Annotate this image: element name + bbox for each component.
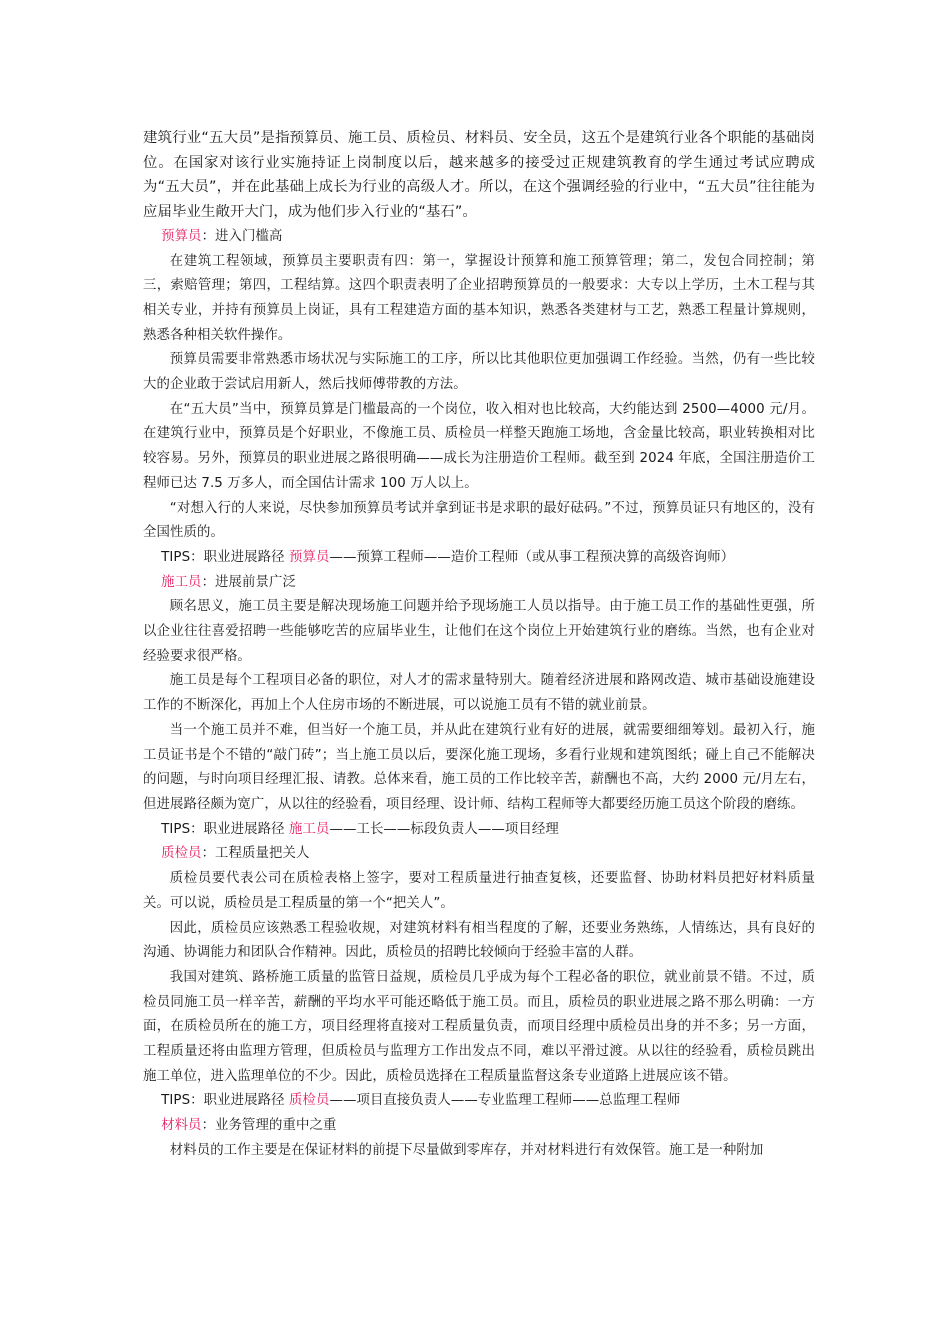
paragraph-constructor-3: 当一个施工员并不难，但当好一个施工员，并从此在建筑行业有好的进展，就需要细细筹划。最初入行，施工员证书是个不错的“敲门砖”；当上施工员以后，要深化施工现场，多看行业规和建筑图纸；碰上自己不能解决的问题，与时向项目经理汇报、请教。总体来看，施工员的工作比较辛苦，薪酬也不高，大约 2000 元/月左右，但进展路径颇为宽广，从以往的经验看，项目经理、设计师、结构工程师等大都要经历施工员这个阶段的磨练。 (143, 722, 815, 812)
tips-path-budgeter: ——预算工程师——造价工程师（或从事工程预决算的高级咨询师） (329, 549, 735, 565)
tips-prefix: TIPS：职业进展路径 (161, 821, 285, 837)
document-body (143, 126, 815, 1164)
role-name-inspector: 质检员 (161, 846, 202, 862)
paragraph-inspector-2: 因此，质检员应该熟悉工程验收规，对建筑材料有相当程度的了解，还要业务熟练，人情练达，具有良好的沟通、协调能力和团队合作精神。因此，质检员的招聘比较倾向于经验丰富的人群。 (143, 920, 815, 961)
tips-role-budgeter: 预算员 (288, 549, 330, 565)
section-heading-constructor (143, 571, 815, 596)
paragraph-inspector-3: 我国对建筑、路桥施工质量的监管日益规，质检员几乎成为每个工程必备的职位，就业前景不错。不过，质检员同施工员一样辛苦，薪酬的平均水平可能还略低于施工员。而且，质检员的职业进展之路不那么明确：一方面，在质检员所在的施工方，项目经理将直接对工程质量负责，而项目经理中质检员出身的并不多；另一方面，工程质量还将由监理方管理，但质检员与监理方工作出发点不同，难以平滑过渡。从以往的经验看，质检员跳出施工单位，进入监理单位的不少。因此，质检员选择在工程质量监督这条专业道路上进展应该不错。 (143, 969, 815, 1084)
paragraph-budgeter-2: 预算员需要非常熟悉市场状况与实际施工的工序，所以比其他职位更加强调工作经验。当然，仍有一些比较大的企业敢于尝试启用新人，然后找师傅带教的方法。 (143, 352, 815, 393)
tips-prefix: TIPS：职业进展路径 (161, 1093, 285, 1109)
paragraph-material-1: 材料员的工作主要是在保证材料的前提下尽量做到零库存，并对材料进行有效保管。施工是一种附加 (169, 1142, 764, 1158)
paragraph-budgeter-4: “对想入行的人来说，尽快参加预算员考试并拿到证书是求职的最好砝码。”不过，预算员证只有地区的，没有全国性质的。 (143, 500, 815, 541)
paragraph-budgeter-3: 在“五大员”当中，预算员算是门槛最高的一个岗位，收入相对也比较高，大约能达到 2500—4000 元/月。在建筑行业中，预算员是个好职业，不像施工员、质检员一样整天跑施工场地，含金量比较高，职业转换相对比较容易。另外，预算员的职业进展之路很明确——成长为注册造价工程师。截至到 2024 年底，全国注册造价工程师已达 7.5 万多人，而全国估计需求 100 万人以上。 (143, 401, 815, 491)
paragraph-budgeter-1: 在建筑工程领域，预算员主要职责有四：第一，掌握设计预算和施工预算管理；第二，发包合同控制；第三，索赔管理；第四，工程结算。这四个职责表明了企业招聘预算员的一般要求：大专以上学历，土木工程与其相关专业，并持有预算员上岗证，具有工程建造方面的基本知识，熟悉各类建材与工艺，熟悉工程量计算规则，熟悉各种相关软件操作。 (143, 253, 815, 343)
section-heading-budgeter (143, 225, 815, 250)
paragraph-constructor-1: 顾名思义，施工员主要是解决现场施工问题并给予现场施工人员以指导。由于施工员工作的基础性更强，所以企业往往喜爱招聘一些能够吃苦的应届毕业生，让他们在这个岗位上开始建筑行业的磨练。当然，也有企业对经验要求很严格。 (143, 599, 815, 664)
tips-path-constructor: ——工长——标段负责人——项目经理 (329, 821, 559, 837)
intro-paragraph: 建筑行业“五大员”是指预算员、施工员、质检员、材料员、安全员，这五个是建筑行业各个职能的基础岗位。在国家对该行业实施持证上岗制度以后，越来越多的接受过正规建筑教育的学生通过考试应聘成为“五大员”，并在此基础上成长为行业的高级人才。所以，在这个强调经验的行业中，“五大员”往往能为应届毕业生敞开大门，成为他们步入行业的“基石”。 (143, 130, 815, 221)
tips-constructor (143, 818, 815, 843)
tips-role-constructor: 施工员 (288, 821, 330, 837)
paragraph-constructor-2: 施工员是每个工程项目必备的职位，对人才的需求量特别大。随着经济进展和路网改造、城市基础设施建设工作的不断深化，再加上个人住房市场的不断进展，可以说施工员有不错的就业前景。 (143, 673, 815, 714)
tips-role-inspector: 质检员 (288, 1093, 330, 1109)
tips-inspector (143, 1089, 815, 1114)
role-name-constructor: 施工员 (161, 574, 202, 590)
section-heading-material (143, 1114, 815, 1139)
section-subtitle-material: ：业务管理的重中之重 (201, 1118, 337, 1134)
role-name-budgeter: 预算员 (161, 228, 202, 244)
paragraph-inspector-1: 质检员要代表公司在质检表格上签字，要对工程质量进行抽查复核，还要监督、协助材料员把好材料质量关。可以说，质检员是工程质量的第一个“把关人”。 (143, 871, 815, 911)
section-subtitle-inspector: ：工程质量把关人 (201, 846, 310, 862)
tips-budgeter (143, 546, 815, 571)
tips-prefix: TIPS：职业进展路径 (161, 549, 285, 565)
section-subtitle-constructor: ：进展前景广泛 (201, 574, 296, 590)
role-name-material: 材料员 (161, 1118, 202, 1134)
tips-path-inspector: ——项目直接负责人——专业监理工程师——总监理工程师 (329, 1093, 681, 1109)
section-heading-inspector (143, 842, 815, 867)
section-subtitle-budgeter: ：进入门槛高 (201, 228, 283, 244)
